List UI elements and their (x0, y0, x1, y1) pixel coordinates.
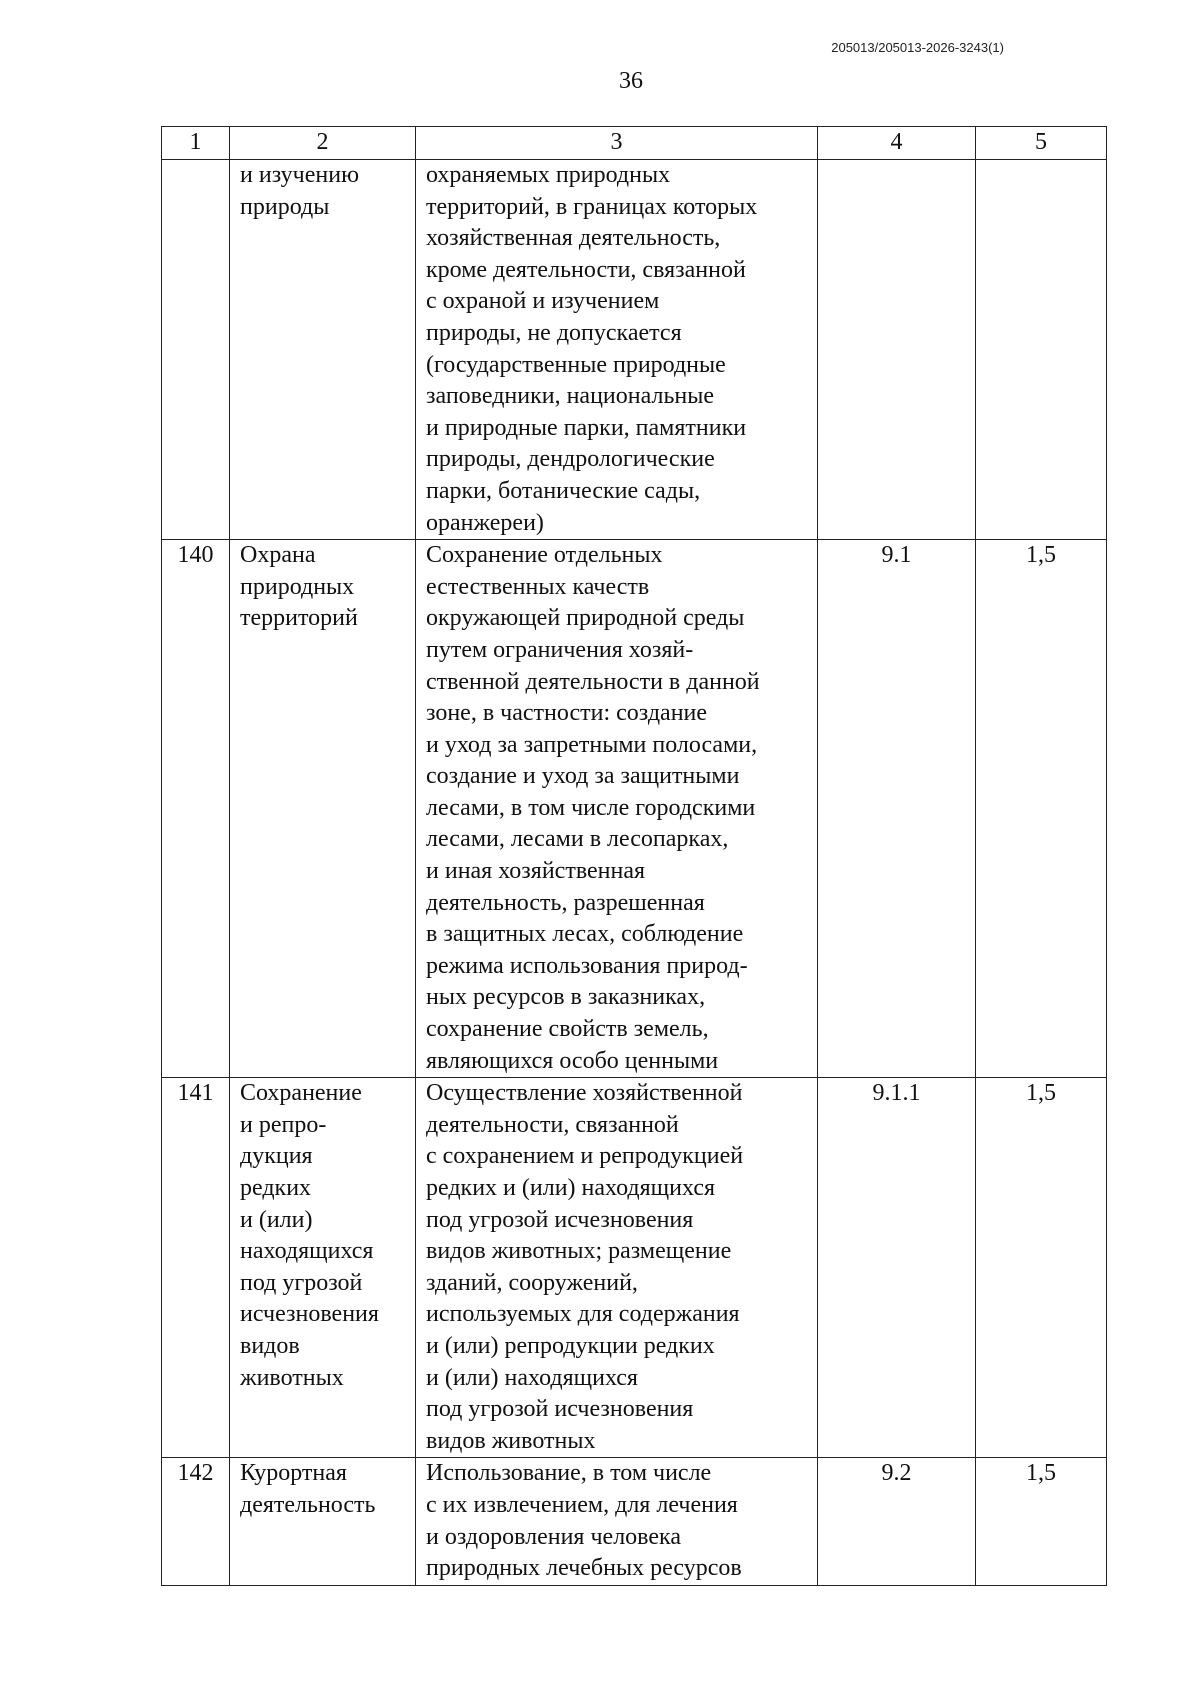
land-use-description-line: зданий, сооружений, (426, 1269, 638, 1296)
land-use-table (161, 126, 1107, 1586)
coefficient-value-cell (976, 160, 1107, 540)
land-use-description-cell (416, 160, 818, 540)
table-body (162, 160, 1107, 1586)
land-use-description-line: и (или) находящихся (426, 1364, 638, 1391)
land-use-name-line: природы (240, 193, 330, 220)
land-use-description-line: Сохранение отдельных (426, 542, 663, 569)
land-use-name-line: исчезновения (240, 1301, 379, 1328)
land-use-description-line: Осуществление хозяйственной (426, 1080, 743, 1107)
land-use-description-line: используемых для содержания (426, 1301, 740, 1328)
coefficient-value-cell: 1,5 (976, 540, 1107, 1078)
land-use-description-line: и уход за запретными полосами, (426, 731, 758, 758)
land-use-name-line: природных (240, 573, 355, 600)
land-use-name-cell (230, 540, 416, 1078)
land-use-name-line: видов (240, 1332, 300, 1359)
land-use-description-line: ственной деятельности в данной (426, 668, 760, 695)
column-header: 5 (976, 127, 1107, 160)
land-use-description-line: оранжереи) (426, 509, 544, 536)
land-use-description-line: лесами, лесами в лесопарках, (426, 826, 729, 853)
land-use-description-line: парки, ботанические сады, (426, 477, 701, 504)
classifier-code-cell (818, 160, 976, 540)
coefficient-value-cell: 1,5 (976, 1458, 1107, 1585)
land-use-description-line: путем ограничения хозяй- (426, 636, 694, 663)
land-use-description-line: зоне, в частности: создание (426, 700, 708, 727)
classifier-code-cell: 9.1 (818, 540, 976, 1078)
land-use-description-line: и оздоровления человека (426, 1523, 681, 1550)
land-use-description-line: территорий, в границах которых (426, 193, 758, 220)
land-use-description-line: ных ресурсов в заказниках, (426, 984, 706, 1011)
land-use-description-line: видов животных; размещение (426, 1238, 732, 1265)
table-row (162, 1458, 1107, 1585)
column-header: 1 (162, 127, 230, 160)
land-use-name-line: Сохранение (240, 1080, 362, 1107)
land-use-description-line: и природные парки, памятники (426, 414, 747, 441)
land-use-description-line: сохранение свойств земель, (426, 1016, 709, 1043)
land-use-description-line: (государственные природные (426, 351, 726, 378)
land-use-description-line: с охраной и изучением (426, 288, 660, 315)
land-use-description-line: с их извлечением, для лечения (426, 1491, 738, 1518)
land-use-description-line: видов животных (426, 1427, 596, 1454)
land-use-description-line: кроме деятельности, связанной (426, 256, 746, 283)
land-use-description-line: естественных качеств (426, 573, 650, 600)
land-use-description-cell (416, 1078, 818, 1458)
table-row (162, 1078, 1107, 1458)
document-id: 205013/205013-2026-3243(1) (831, 40, 1004, 55)
land-use-name-cell (230, 160, 416, 540)
land-use-description-line: редких и (или) находящихся (426, 1175, 716, 1201)
land-use-description-line: режима использования природ- (426, 952, 748, 979)
land-use-name-line: Охрана (240, 542, 316, 569)
land-use-description-line: заповедники, национальные (426, 383, 715, 410)
row-number-cell: 141 (162, 1078, 230, 1458)
land-use-name-line: под угрозой (240, 1269, 363, 1296)
land-use-description-line: и иная хозяйственная (426, 858, 646, 885)
column-header: 4 (818, 127, 976, 160)
land-use-name-line: редких (240, 1175, 312, 1201)
land-use-name-line: территорий (240, 605, 358, 632)
land-use-description-line: хозяйственная деятельность, (426, 225, 721, 252)
land-use-description-line: деятельности, связанной (426, 1111, 679, 1138)
column-header: 3 (416, 127, 818, 160)
land-use-description-line: окружающей природной среды (426, 605, 745, 632)
classifier-code-cell: 9.1.1 (818, 1078, 976, 1458)
land-use-name-line: дукция (240, 1143, 313, 1170)
land-use-description-line: под угрозой исчезновения (426, 1396, 694, 1423)
column-header: 2 (230, 127, 416, 160)
land-use-description-line: природы, не допускается (426, 319, 682, 346)
table-row (162, 540, 1107, 1078)
land-use-description-line: и (или) репродукции редких (426, 1332, 715, 1359)
land-use-name-cell (230, 1458, 416, 1585)
land-use-name-line: и (или) (240, 1206, 313, 1233)
table-row (162, 160, 1107, 540)
classifier-code-cell: 9.2 (818, 1458, 976, 1585)
land-use-name-line: и репро- (240, 1111, 327, 1138)
row-number-cell: 140 (162, 540, 230, 1078)
land-use-description-line: Использование, в том числе (426, 1460, 712, 1487)
land-use-name-line: деятельность (240, 1491, 376, 1518)
row-number-cell: 142 (162, 1458, 230, 1585)
land-use-description-line: создание и уход за защитными (426, 763, 740, 790)
land-use-name-line: Курортная (240, 1460, 347, 1487)
land-use-description-line: деятельность, разрешенная (426, 889, 705, 916)
land-use-description-line: под угрозой исчезновения (426, 1206, 694, 1233)
land-use-description-line: лесами, в том числе городскими (426, 794, 756, 821)
land-use-name-line: животных (240, 1364, 344, 1391)
land-use-description-line: природных лечебных ресурсов (426, 1555, 742, 1582)
land-use-description-line: охраняемых природных (426, 162, 671, 188)
land-use-name-line: находящихся (240, 1238, 374, 1265)
land-use-description-line: в защитных лесах, соблюдение (426, 921, 744, 948)
row-number-cell (162, 160, 230, 540)
coefficient-value-cell: 1,5 (976, 1078, 1107, 1458)
land-use-description-cell (416, 1458, 818, 1585)
column-number-row (162, 127, 1107, 160)
land-use-name-line: и изучению (240, 162, 360, 188)
land-use-description-line: природы, дендрологические (426, 446, 715, 473)
land-use-description-line: с сохранением и репродукцией (426, 1143, 744, 1170)
land-use-description-line: являющихся особо ценными (426, 1047, 719, 1074)
land-use-description-cell (416, 540, 818, 1078)
land-use-name-cell (230, 1078, 416, 1458)
page-number: 36 (619, 68, 643, 94)
